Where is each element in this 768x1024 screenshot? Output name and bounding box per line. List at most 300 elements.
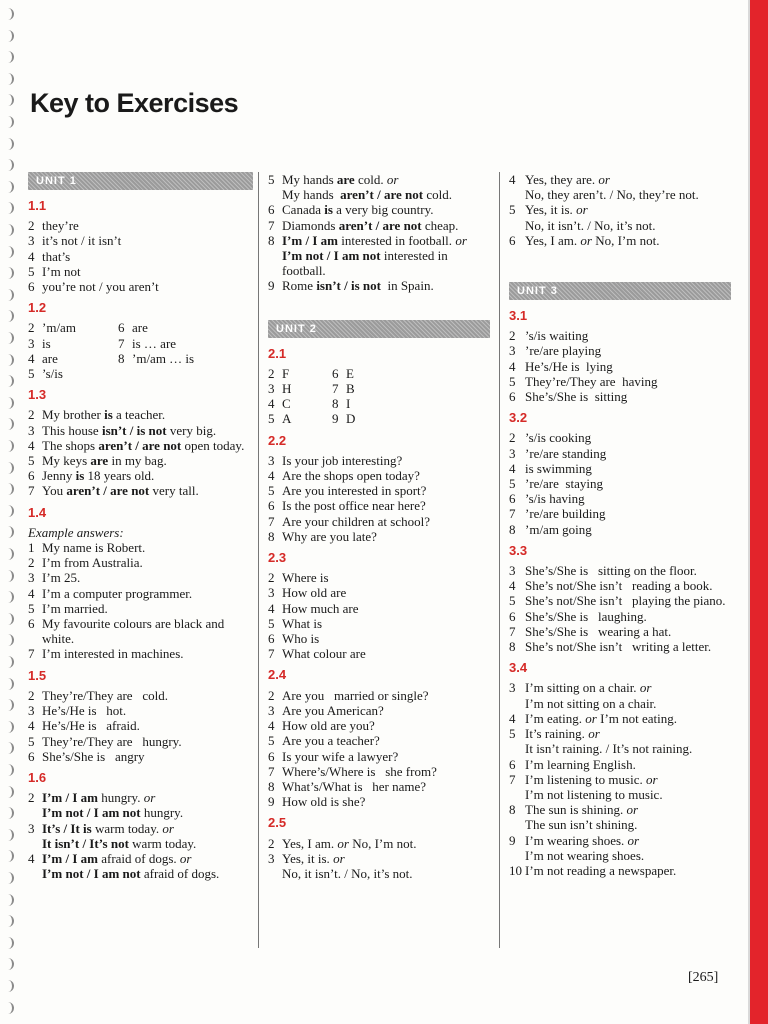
answer-item	[268, 749, 490, 764]
answer-number: 4	[28, 248, 35, 264]
answer-list	[509, 563, 731, 654]
answer-item	[28, 749, 253, 764]
answer-item	[28, 703, 253, 718]
answer-number: 2	[268, 835, 275, 851]
answer-number: 6	[118, 320, 125, 336]
answer-item	[28, 351, 118, 366]
answer-list	[509, 328, 731, 404]
answer-text: I’m not reading a newspaper.	[525, 862, 677, 878]
answer-number: 3	[268, 585, 275, 601]
answer-item	[268, 688, 490, 703]
answer-number: 7	[268, 217, 275, 233]
answer-text: I’m sitting on a chair. or I’m not sitting on a chair.	[525, 680, 657, 711]
answer-item	[509, 726, 731, 756]
answer-text: are	[132, 320, 148, 336]
answer-item	[28, 734, 253, 749]
answer-number: 5	[509, 373, 516, 389]
answer-item	[509, 593, 731, 608]
binding-ring	[2, 613, 14, 625]
answer-number: 3	[509, 343, 516, 359]
answer-number: 1	[28, 540, 35, 556]
binding-ring	[2, 267, 14, 279]
answer-text: you’re not / you aren’t	[42, 279, 159, 295]
answer-text: My brother is a teacher.	[42, 407, 166, 423]
answer-number: 5	[28, 453, 35, 469]
answer-number: 8	[268, 528, 275, 544]
binding-ring	[2, 73, 14, 85]
answer-number: 8	[118, 350, 125, 366]
answer-text: is … are	[132, 335, 177, 351]
answer-item	[268, 836, 490, 851]
section-heading: 3.1	[509, 308, 528, 324]
binding-ring	[2, 958, 14, 970]
answer-number: 7	[28, 646, 35, 662]
answer-text: Yes, it is. or No, it isn’t. / No, it’s not.	[525, 202, 656, 233]
answer-item	[509, 609, 731, 624]
answer-number: 3	[28, 233, 35, 249]
answer-number: 3	[28, 422, 35, 438]
answer-item	[268, 585, 490, 600]
answer-number: 3	[268, 702, 275, 718]
binding-ring	[2, 397, 14, 409]
answer-text: it’s not / it isn’t	[42, 233, 122, 249]
binding-ring	[2, 678, 14, 690]
answer-item	[509, 802, 731, 832]
answer-text: ’s/is waiting	[525, 328, 589, 344]
answer-number: 5	[268, 615, 275, 631]
binding-ring	[2, 246, 14, 258]
answer-number: 6	[509, 232, 516, 248]
answer-item	[268, 851, 490, 881]
answer-number: 8	[509, 802, 516, 818]
binding-ring	[2, 332, 14, 344]
binding-ring	[2, 354, 14, 366]
answer-item	[509, 563, 731, 578]
answer-number: 9	[332, 411, 339, 427]
answer-number: 6	[28, 748, 35, 764]
answer-text: ’s/is having	[525, 491, 585, 507]
answer-text: I’m married.	[42, 600, 108, 616]
answer-number: 8	[509, 521, 516, 537]
answer-item	[268, 514, 490, 529]
column-2	[268, 172, 490, 881]
answer-text: She’s not/She isn’t writing a letter.	[525, 639, 712, 655]
answer-text: I’m 25.	[42, 570, 81, 586]
answer-item	[268, 794, 490, 809]
answer-item	[509, 430, 731, 445]
answer-number: 4	[509, 578, 516, 594]
answer-number: 3	[268, 850, 275, 866]
answer-item	[268, 381, 332, 396]
answer-text: is	[42, 335, 51, 351]
binding-ring	[2, 829, 14, 841]
answer-number: 2	[268, 365, 275, 381]
binding-ring	[2, 30, 14, 42]
column-1	[28, 170, 253, 881]
answer-text: Who is	[282, 631, 320, 647]
answer-item	[509, 624, 731, 639]
answer-number: 8	[332, 396, 339, 412]
answer-text: Where’s/Where is she from?	[282, 763, 437, 779]
answer-text: Is your wife a lawyer?	[282, 748, 399, 764]
section-heading: 3.4	[509, 660, 528, 676]
answer-item	[28, 407, 253, 422]
answer-text: I’m a computer programmer.	[42, 585, 193, 601]
answer-text: Is your job interesting?	[282, 452, 403, 468]
answer-item	[28, 540, 253, 555]
answer-item	[28, 586, 253, 601]
answer-number: 4	[509, 172, 516, 187]
answer-number: 2	[509, 430, 516, 446]
answer-text: I’m wearing shoes. or I’m not wearing shoes.	[525, 832, 645, 863]
answer-text: How much are	[282, 600, 359, 616]
answer-text: You aren’t / are not very tall.	[42, 483, 199, 499]
answer-item	[509, 446, 731, 461]
answer-item	[28, 249, 253, 264]
answer-item	[268, 233, 490, 279]
answer-item	[332, 381, 392, 396]
answer-number: 5	[509, 202, 516, 218]
binding-ring	[2, 440, 14, 452]
answer-text: She’s not/She isn’t playing the piano.	[525, 593, 726, 609]
answer-number: 6	[28, 468, 35, 484]
answer-text: A	[282, 411, 292, 427]
answer-item	[332, 411, 392, 426]
answer-item	[268, 733, 490, 748]
binding-ring	[2, 894, 14, 906]
answer-list	[268, 172, 490, 294]
binding-ring	[2, 94, 14, 106]
answer-number: 4	[268, 396, 275, 412]
answer-item	[28, 453, 253, 468]
answer-list	[509, 172, 731, 248]
answer-item	[268, 483, 490, 498]
binding-ring	[2, 656, 14, 668]
answer-text: My keys are in my bag.	[42, 453, 167, 469]
answer-item	[28, 616, 253, 646]
binding-ring	[2, 872, 14, 884]
binding-ring	[2, 8, 14, 20]
answer-text: They’re/They are hungry.	[42, 733, 182, 749]
answer-text: Are your children at school?	[282, 513, 431, 529]
answer-list	[268, 836, 490, 882]
answer-list	[28, 688, 253, 764]
answer-number: 4	[268, 718, 275, 734]
answer-text: B	[346, 381, 355, 397]
answer-item	[509, 522, 731, 537]
answer-number: 5	[28, 366, 35, 382]
answer-text: I	[346, 396, 351, 412]
section-heading: 1.4	[28, 504, 47, 520]
answer-item	[268, 764, 490, 779]
answer-text: Is the post office near here?	[282, 498, 426, 514]
answer-number: 7	[268, 763, 275, 779]
answer-text: I’m listening to music. or I’m not listening to music.	[525, 771, 663, 802]
answer-text: I’m not	[42, 263, 81, 279]
answer-text: He’s/He is hot.	[42, 703, 127, 719]
binding-ring	[2, 418, 14, 430]
answer-text: ’re/are playing	[525, 343, 602, 359]
answer-text: is swimming	[525, 460, 592, 476]
answer-number: 5	[268, 483, 275, 499]
answer-item	[28, 438, 253, 453]
answer-number: 5	[268, 411, 275, 427]
binding-ring	[2, 764, 14, 776]
answer-number: 4	[28, 850, 35, 866]
section-heading: 3.3	[509, 542, 528, 558]
section-heading: 1.5	[28, 667, 47, 683]
answer-text: Are you married or single?	[282, 687, 429, 703]
answer-item	[268, 631, 490, 646]
answer-item	[268, 278, 490, 293]
answer-text: Yes, I am. or No, I’m not.	[282, 835, 417, 851]
answer-text: She’s/She is sitting on the floor.	[525, 563, 697, 579]
answer-text: they’re	[42, 218, 79, 234]
answer-item	[509, 711, 731, 726]
answer-item	[28, 233, 253, 248]
answer-item	[268, 616, 490, 631]
answer-item	[118, 320, 208, 335]
answer-item	[28, 336, 118, 351]
page-title: Key to Exercises	[30, 88, 239, 118]
binding-ring	[2, 548, 14, 560]
answer-number: 4	[268, 468, 275, 484]
binding-ring	[2, 699, 14, 711]
answer-text: Are the shops open today?	[282, 468, 420, 484]
unit-header: UNIT 3	[509, 282, 731, 300]
answer-text: He’s/He is lying	[525, 358, 613, 374]
answer-item	[268, 646, 490, 661]
answer-number: 4	[509, 710, 516, 726]
answer-number: 6	[509, 389, 516, 405]
column-divider	[499, 172, 500, 948]
answer-item	[118, 336, 208, 351]
answer-item	[332, 396, 392, 411]
answer-text: Are you American?	[282, 702, 384, 718]
answer-number: 7	[509, 506, 516, 522]
answer-number: 2	[28, 320, 35, 336]
answer-text: ’m/am … is	[132, 350, 195, 366]
binding-ring	[2, 289, 14, 301]
answer-number: 5	[28, 733, 35, 749]
answer-item	[268, 570, 490, 585]
binding-ring	[2, 483, 14, 495]
answer-text: It’s raining. or It isn’t raining. / It’s not raining.	[525, 726, 693, 757]
answer-text: What’s/What is her name?	[282, 778, 427, 794]
answer-item	[28, 366, 118, 381]
answer-item	[268, 218, 490, 233]
spiral-binding	[0, 0, 16, 1024]
answer-text: She’s/She is angry	[42, 748, 145, 764]
answer-text: Canada is a very big country.	[282, 202, 434, 218]
answer-item	[268, 366, 332, 381]
answer-number: 2	[268, 687, 275, 703]
answer-item	[509, 343, 731, 358]
answer-item	[509, 578, 731, 593]
section-heading: 2.4	[268, 667, 287, 683]
binding-ring	[2, 980, 14, 992]
answer-text: I’m / I am interested in football. or I’m not / I am not interested in football.	[282, 232, 467, 279]
answer-number: 9	[509, 832, 516, 848]
binding-ring	[2, 786, 14, 798]
answer-number: 2	[509, 328, 516, 344]
answer-number: 7	[118, 335, 125, 351]
answer-text: She’s/She is wearing a hat.	[525, 623, 672, 639]
answer-number: 6	[28, 279, 35, 295]
answer-number: 7	[268, 646, 275, 662]
answer-list	[268, 688, 490, 810]
answer-item	[509, 491, 731, 506]
answer-number: 2	[28, 218, 35, 234]
answer-text: ’re/are building	[525, 506, 606, 522]
answer-text: He’s/He is afraid.	[42, 718, 140, 734]
section-heading: 1.2	[28, 300, 47, 316]
answer-number: 2	[268, 570, 275, 586]
answer-text: I’m learning English.	[525, 756, 636, 772]
answer-text: ’re/are staying	[525, 476, 603, 492]
answer-text: What is	[282, 615, 323, 631]
binding-ring	[2, 138, 14, 150]
answer-item	[509, 328, 731, 343]
answer-list	[268, 453, 490, 544]
answer-text: I’m / I am afraid of dogs. or I’m not / I am not afraid of dogs.	[42, 850, 220, 882]
binding-ring	[2, 570, 14, 582]
red-edge-bar	[750, 0, 768, 1024]
answer-text: My favourite colours are black and white.	[42, 616, 225, 647]
answer-text: E	[346, 365, 354, 381]
answer-list	[28, 407, 253, 498]
answer-number: 2	[28, 407, 35, 423]
answer-item	[28, 821, 253, 851]
answer-text: that’s	[42, 248, 71, 264]
column-divider	[258, 172, 259, 948]
answer-text: How old is she?	[282, 794, 366, 810]
answer-item	[118, 366, 208, 381]
answer-number: 3	[509, 563, 516, 579]
answer-item	[509, 461, 731, 476]
answer-item	[509, 772, 731, 802]
answer-item	[509, 833, 731, 863]
answer-item	[268, 779, 490, 794]
answer-item	[28, 264, 253, 279]
binding-ring	[2, 591, 14, 603]
section-heading: 2.1	[268, 345, 287, 361]
answer-number: 3	[28, 820, 35, 836]
answer-text: I’m from Australia.	[42, 555, 143, 571]
binding-ring	[2, 462, 14, 474]
answer-number: 6	[332, 365, 339, 381]
answer-number: 5	[509, 593, 516, 609]
binding-ring	[2, 807, 14, 819]
answer-item	[268, 468, 490, 483]
answer-item	[509, 389, 731, 404]
answer-list	[28, 540, 253, 662]
answer-number: 4	[509, 460, 516, 476]
answer-item	[268, 172, 490, 202]
answer-number: 2	[28, 687, 35, 703]
answer-text: My hands are cold. or My hands aren’t / are not cold.	[282, 172, 452, 203]
answer-item	[268, 498, 490, 513]
binding-ring	[2, 116, 14, 128]
binding-ring	[2, 634, 14, 646]
answer-item	[509, 233, 731, 248]
section-heading: 1.6	[28, 769, 47, 785]
answer-item	[28, 279, 253, 294]
answer-text: ’s/is cooking	[525, 430, 592, 446]
answer-number: 4	[28, 437, 35, 453]
answer-list	[28, 218, 253, 294]
section-heading: 1.1	[28, 198, 47, 213]
answer-number: 6	[509, 608, 516, 624]
answer-item	[509, 202, 731, 232]
answer-item	[509, 359, 731, 374]
page-number: [265]	[688, 970, 719, 985]
answer-item	[268, 396, 332, 411]
answer-number: 5	[509, 726, 516, 742]
answer-number: 9	[268, 794, 275, 810]
answer-list	[28, 790, 253, 881]
answer-item	[28, 851, 253, 881]
answer-number: 7	[268, 513, 275, 529]
answer-text: She’s not/She isn’t reading a book.	[525, 578, 713, 594]
answer-item	[28, 320, 118, 335]
answer-number: 3	[28, 703, 35, 719]
answer-text: My name is Robert.	[42, 540, 146, 556]
answer-number: 3	[268, 452, 275, 468]
answer-text: She’s/She is laughing.	[525, 608, 647, 624]
answer-item	[28, 218, 253, 233]
answer-text: It’s / It is warm today. or It isn’t / It’s not warm today.	[42, 820, 197, 851]
answer-number: 10	[509, 862, 522, 878]
answer-item	[268, 202, 490, 217]
answer-number: 5	[28, 600, 35, 616]
binding-ring	[2, 224, 14, 236]
binding-ring	[2, 721, 14, 733]
answer-item	[268, 453, 490, 468]
answer-item	[268, 411, 332, 426]
answer-item	[509, 757, 731, 772]
unit-header: UNIT 1	[28, 172, 253, 190]
answer-item	[509, 476, 731, 491]
section-heading: 2.5	[268, 815, 287, 831]
answer-number: 2	[28, 790, 35, 806]
unit-header: UNIT 2	[268, 320, 490, 338]
answer-grid	[268, 366, 490, 427]
answer-text: The sun is shining. or The sun isn’t shining.	[525, 802, 639, 833]
answer-number: 4	[509, 358, 516, 374]
section-heading: 3.2	[509, 410, 528, 426]
answer-number: 7	[509, 771, 516, 787]
answer-text: I’m eating. or I’m not eating.	[525, 710, 678, 726]
answer-item	[28, 790, 253, 820]
answer-text: She’s/She is sitting	[525, 389, 628, 405]
answer-list	[509, 430, 731, 536]
binding-ring	[2, 742, 14, 754]
answer-number: 7	[332, 381, 339, 397]
answer-number: 7	[28, 483, 35, 499]
answer-number: 8	[509, 639, 516, 655]
answer-number: 4	[28, 350, 35, 366]
answer-item	[268, 718, 490, 733]
binding-ring	[2, 937, 14, 949]
answer-text: This house isn’t / is not very big.	[42, 422, 217, 438]
answer-text: Why are you late?	[282, 528, 377, 544]
section-heading: 1.3	[28, 387, 47, 403]
answer-number: 9	[268, 278, 275, 294]
answer-number: 5	[268, 172, 275, 187]
binding-ring	[2, 181, 14, 193]
answer-text: How old are	[282, 585, 347, 601]
